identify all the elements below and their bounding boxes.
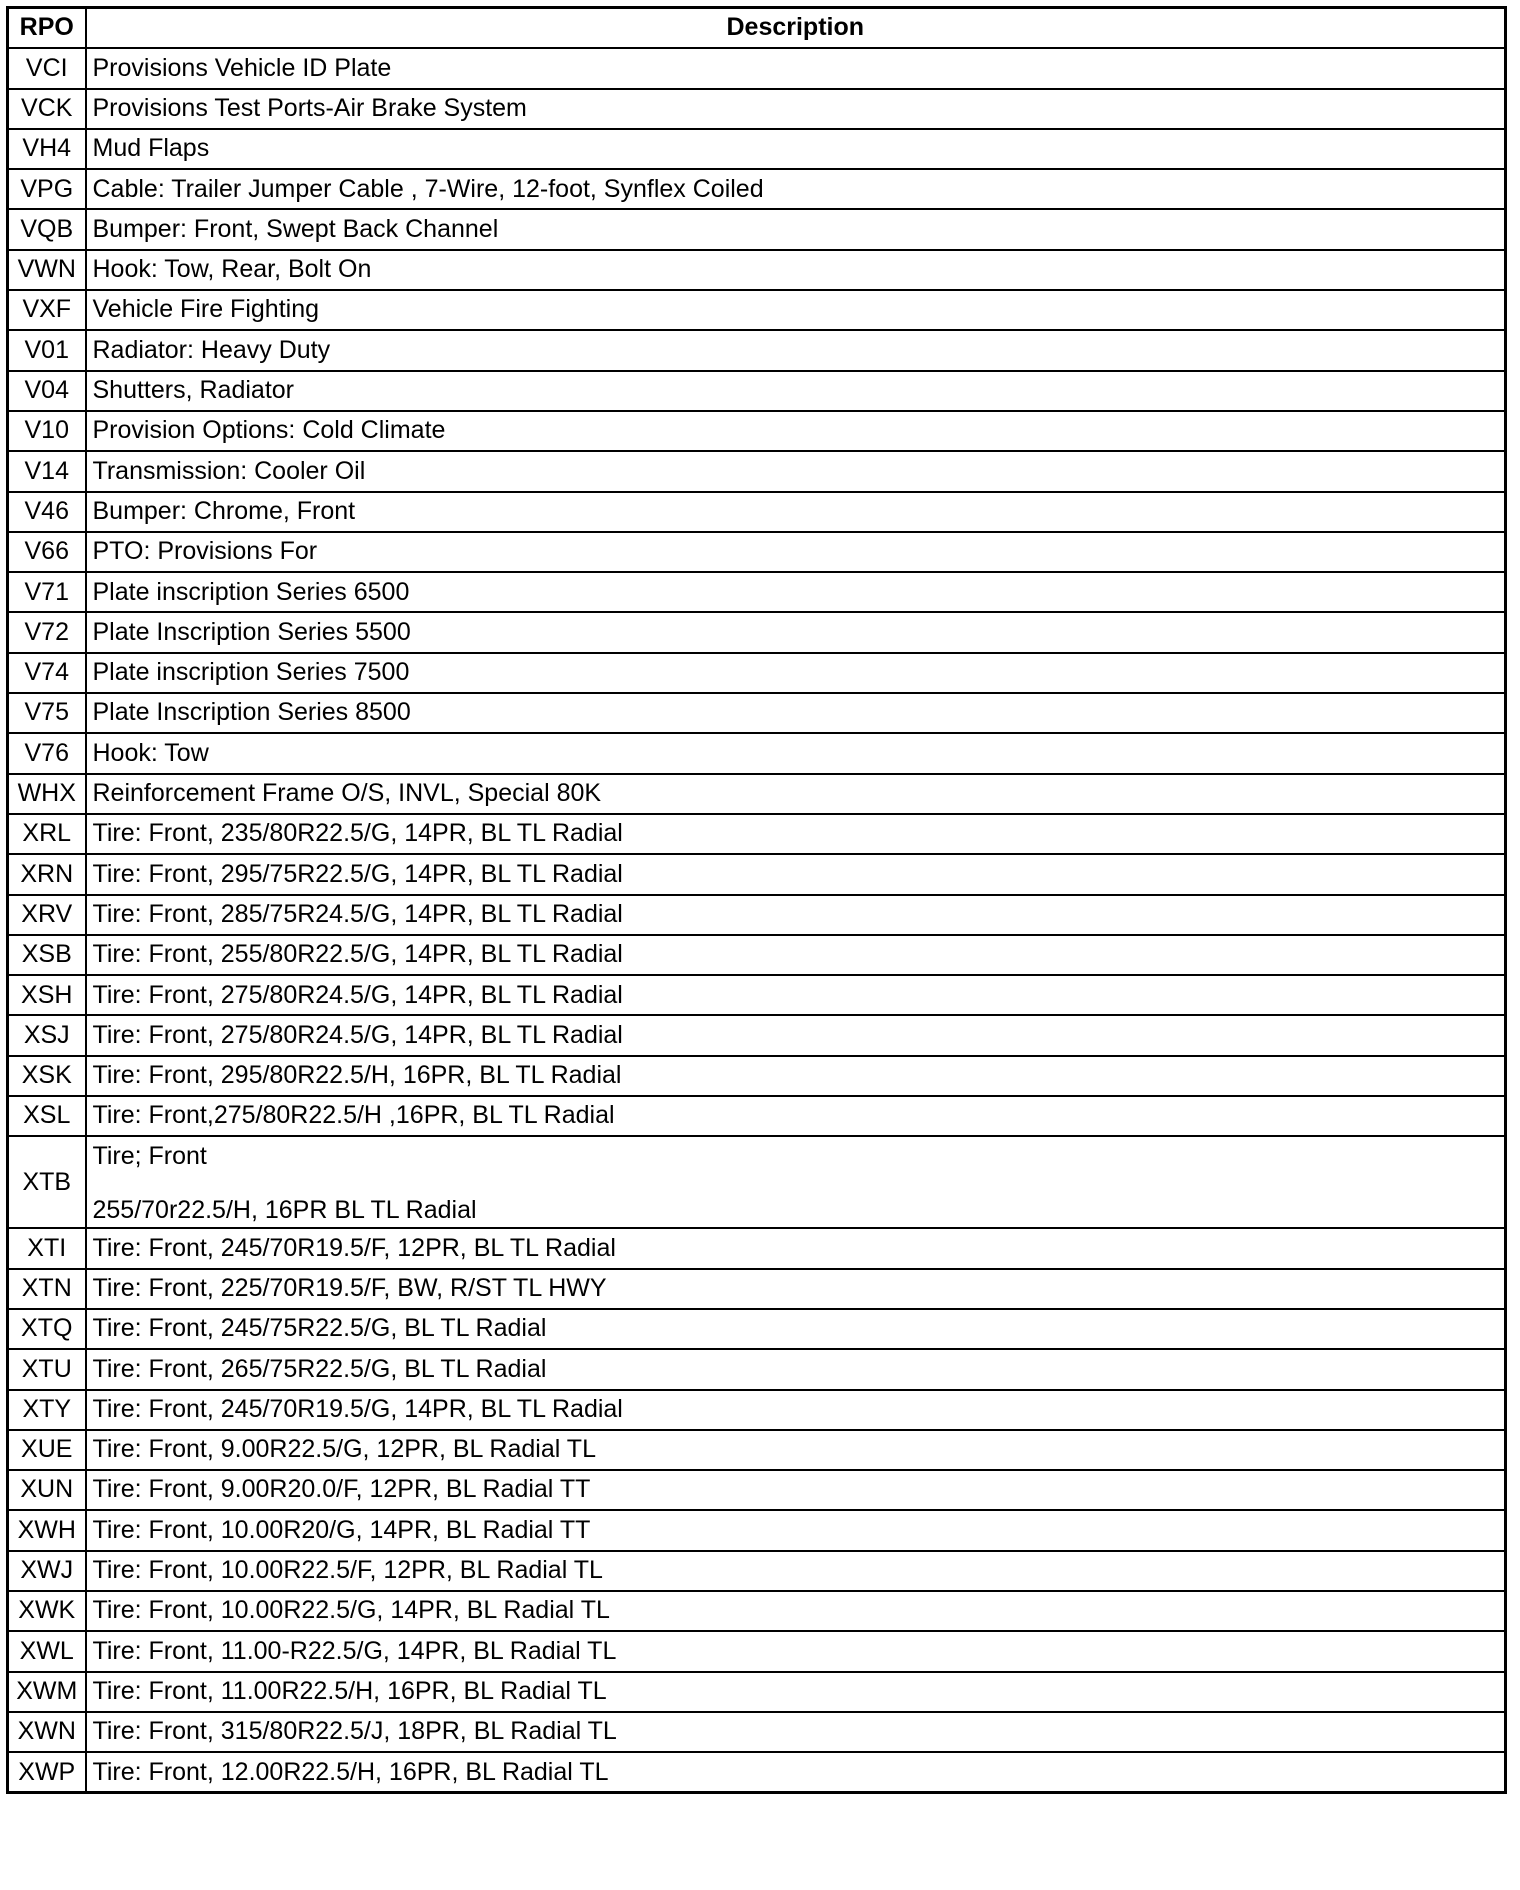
rpo-description: Tire: Front, 10.00R22.5/G, 14PR, BL Radial TL <box>86 1591 1506 1631</box>
rpo-code: XSH <box>8 975 86 1015</box>
table-row <box>8 1591 1506 1631</box>
rpo-code: V10 <box>8 411 86 451</box>
table-row <box>8 330 1506 370</box>
table-row <box>8 1752 1506 1793</box>
rpo-code: XTY <box>8 1390 86 1430</box>
rpo-description: Bumper: Chrome, Front <box>86 492 1506 532</box>
rpo-code: XUE <box>8 1430 86 1470</box>
table-row <box>8 1712 1506 1752</box>
table-row <box>8 1470 1506 1510</box>
rpo-code: XTU <box>8 1349 86 1389</box>
rpo-code: XWJ <box>8 1551 86 1591</box>
table-row <box>8 1390 1506 1430</box>
table-row <box>8 814 1506 854</box>
rpo-description: Tire: Front, 295/80R22.5/H, 16PR, BL TL Radial <box>86 1056 1506 1096</box>
table-row <box>8 653 1506 693</box>
rpo-description: Tire: Front, 245/75R22.5/G, BL TL Radial <box>86 1309 1506 1349</box>
rpo-code: XTI <box>8 1228 86 1268</box>
rpo-code: XTQ <box>8 1309 86 1349</box>
table-row <box>8 89 1506 129</box>
rpo-code: XRL <box>8 814 86 854</box>
table-row <box>8 1551 1506 1591</box>
rpo-code: V74 <box>8 653 86 693</box>
rpo-code: XTB <box>8 1136 86 1228</box>
rpo-code: V75 <box>8 693 86 733</box>
table-row <box>8 1269 1506 1309</box>
rpo-description: Provisions Test Ports-Air Brake System <box>86 89 1506 129</box>
rpo-code: XWL <box>8 1631 86 1671</box>
rpo-description-line: Tire; Front <box>92 1142 207 1171</box>
rpo-code: XRN <box>8 854 86 894</box>
rpo-description: Mud Flaps <box>86 129 1506 169</box>
rpo-description: Tire: Front, 10.00R22.5/F, 12PR, BL Radial TL <box>86 1551 1506 1591</box>
table-row <box>8 129 1506 169</box>
table-row <box>8 774 1506 814</box>
rpo-description: Provision Options: Cold Climate <box>86 411 1506 451</box>
table-row <box>8 371 1506 411</box>
table-row <box>8 492 1506 532</box>
table-row <box>8 411 1506 451</box>
rpo-description: Tire: Front, 12.00R22.5/H, 16PR, BL Radial TL <box>86 1752 1506 1793</box>
rpo-description: Tire: Front, 255/80R22.5/G, 14PR, BL TL Radial <box>86 935 1506 975</box>
rpo-description: Tire: Front, 285/75R24.5/G, 14PR, BL TL Radial <box>86 895 1506 935</box>
table-row <box>8 1430 1506 1470</box>
rpo-code: VH4 <box>8 129 86 169</box>
table-row <box>8 693 1506 733</box>
rpo-code: WHX <box>8 774 86 814</box>
rpo-code: V76 <box>8 733 86 773</box>
rpo-description: Plate Inscription Series 8500 <box>86 693 1506 733</box>
table-row <box>8 169 1506 209</box>
rpo-description: Transmission: Cooler Oil <box>86 451 1506 491</box>
rpo-description: Plate Inscription Series 5500 <box>86 612 1506 652</box>
rpo-description: Plate inscription Series 7500 <box>86 653 1506 693</box>
table-row <box>8 1349 1506 1389</box>
rpo-description: Cable: Trailer Jumper Cable , 7-Wire, 12-foot, Synflex Coiled <box>86 169 1506 209</box>
table-row <box>8 1228 1506 1268</box>
rpo-description: Vehicle Fire Fighting <box>86 290 1506 330</box>
rpo-description: Tire: Front, 315/80R22.5/J, 18PR, BL Radial TL <box>86 1712 1506 1752</box>
rpo-code: V04 <box>8 371 86 411</box>
table-row <box>8 1309 1506 1349</box>
rpo-code: VCI <box>8 48 86 88</box>
table-row <box>8 1136 1506 1228</box>
rpo-description: Provisions Vehicle ID Plate <box>86 48 1506 88</box>
rpo-code: XSB <box>8 935 86 975</box>
table-row <box>8 612 1506 652</box>
rpo-column-header: RPO <box>8 8 86 49</box>
rpo-code: XRV <box>8 895 86 935</box>
rpo-code: XUN <box>8 1470 86 1510</box>
rpo-code: XSL <box>8 1096 86 1136</box>
table-row <box>8 1015 1506 1055</box>
rpo-description: Tire: Front,275/80R22.5/H ,16PR, BL TL Radial <box>86 1096 1506 1136</box>
rpo-description: Bumper: Front, Swept Back Channel <box>86 209 1506 249</box>
rpo-description: Tire: Front, 275/80R24.5/G, 14PR, BL TL Radial <box>86 1015 1506 1055</box>
table-row <box>8 48 1506 88</box>
table-row <box>8 209 1506 249</box>
table-row <box>8 935 1506 975</box>
rpo-description: Shutters, Radiator <box>86 371 1506 411</box>
rpo-description: Tire: Front, 265/75R22.5/G, BL TL Radial <box>86 1349 1506 1389</box>
rpo-description: Tire: Front, 9.00R22.5/G, 12PR, BL Radial TL <box>86 1430 1506 1470</box>
rpo-code: V46 <box>8 492 86 532</box>
rpo-code: VXF <box>8 290 86 330</box>
table-row <box>8 250 1506 290</box>
rpo-code: V01 <box>8 330 86 370</box>
table-row <box>8 1672 1506 1712</box>
rpo-description: Tire: Front, 11.00-R22.5/G, 14PR, BL Radial TL <box>86 1631 1506 1671</box>
rpo-code: XWM <box>8 1672 86 1712</box>
rpo-code: VPG <box>8 169 86 209</box>
rpo-description: Tire: Front, 295/75R22.5/G, 14PR, BL TL Radial <box>86 854 1506 894</box>
table-row <box>8 290 1506 330</box>
rpo-code: XSK <box>8 1056 86 1096</box>
table-row <box>8 854 1506 894</box>
rpo-code: V14 <box>8 451 86 491</box>
table-row <box>8 1056 1506 1096</box>
table-row <box>8 895 1506 935</box>
description-column-header: Description <box>86 8 1506 49</box>
table-header-row <box>8 8 1506 49</box>
table-row <box>8 572 1506 612</box>
rpo-description <box>86 1136 1506 1228</box>
rpo-description: PTO: Provisions For <box>86 532 1506 572</box>
table-row <box>8 1631 1506 1671</box>
table-row <box>8 1096 1506 1136</box>
table-row <box>8 733 1506 773</box>
rpo-description: Tire: Front, 245/70R19.5/G, 14PR, BL TL Radial <box>86 1390 1506 1430</box>
rpo-code: XWH <box>8 1510 86 1550</box>
rpo-description: Tire: Front, 225/70R19.5/F, BW, R/ST TL HWY <box>86 1269 1506 1309</box>
rpo-description-line: 255/70r22.5/H, 16PR BL TL Radial <box>92 1196 477 1225</box>
rpo-code: XWN <box>8 1712 86 1752</box>
rpo-code: V71 <box>8 572 86 612</box>
table-row <box>8 532 1506 572</box>
rpo-code: V72 <box>8 612 86 652</box>
rpo-code: XWP <box>8 1752 86 1793</box>
rpo-description: Radiator: Heavy Duty <box>86 330 1506 370</box>
rpo-description: Tire: Front, 11.00R22.5/H, 16PR, BL Radial TL <box>86 1672 1506 1712</box>
rpo-description: Reinforcement Frame O/S, INVL, Special 80K <box>86 774 1506 814</box>
rpo-code: VWN <box>8 250 86 290</box>
rpo-description: Tire: Front, 245/70R19.5/F, 12PR, BL TL Radial <box>86 1228 1506 1268</box>
rpo-description: Hook: Tow <box>86 733 1506 773</box>
rpo-code: V66 <box>8 532 86 572</box>
rpo-code: VCK <box>8 89 86 129</box>
rpo-code: XSJ <box>8 1015 86 1055</box>
rpo-description: Tire: Front, 10.00R20/G, 14PR, BL Radial TT <box>86 1510 1506 1550</box>
rpo-table <box>6 6 1507 1794</box>
rpo-description: Tire: Front, 235/80R22.5/G, 14PR, BL TL Radial <box>86 814 1506 854</box>
rpo-description: Hook: Tow, Rear, Bolt On <box>86 250 1506 290</box>
rpo-code: XTN <box>8 1269 86 1309</box>
table-row <box>8 975 1506 1015</box>
rpo-description: Tire: Front, 9.00R20.0/F, 12PR, BL Radial TT <box>86 1470 1506 1510</box>
rpo-description: Tire: Front, 275/80R24.5/G, 14PR, BL TL Radial <box>86 975 1506 1015</box>
rpo-description: Plate inscription Series 6500 <box>86 572 1506 612</box>
rpo-code: XWK <box>8 1591 86 1631</box>
rpo-code: VQB <box>8 209 86 249</box>
table-row <box>8 1510 1506 1550</box>
table-row <box>8 451 1506 491</box>
